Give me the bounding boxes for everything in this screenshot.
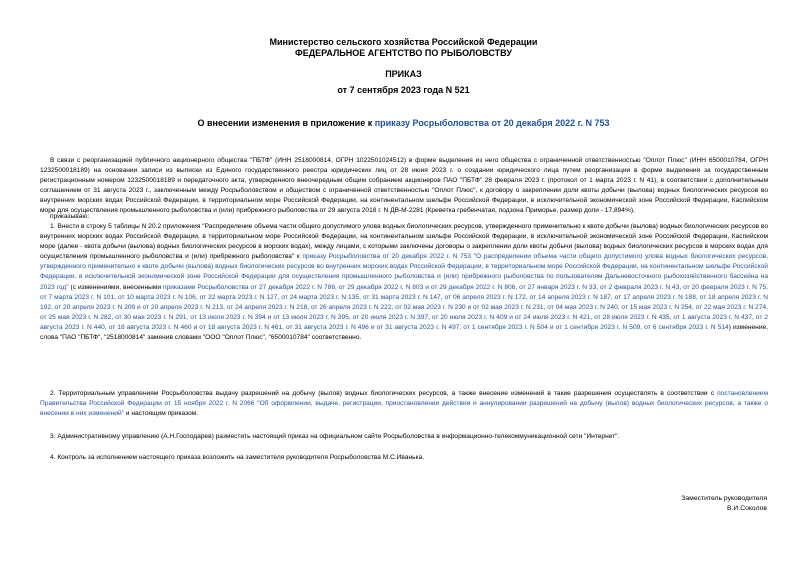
title-prefix: О внесении изменения в приложение к — [197, 118, 375, 128]
item-2-resolution-link[interactable]: постановлением Правительства Российской Федерации от 15 ноября 2022 г. N 2066 "Об оформлении, выдаче, регистрации, приостановлении действия и аннулировании разрешений на добычу (вылов) водных биологических ресурсов, а также о внесении в них изменений" — [40, 390, 768, 418]
signature-name: В.И.Соколов — [727, 505, 767, 512]
title-order-link[interactable]: приказу Росрыболовства от 20 декабря 2022 г. N 753 — [374, 118, 610, 128]
item-4-paragraph: 4. Контроль за исполнением настоящего приказа возложить на заместителя руководителя Росрыболовства М.С.Иванька. — [50, 454, 425, 461]
item-2-text-a: 2. Территориальным управлениям Росрыболовства выдачу разрешений на добычу (вылов) водных биологических ресурсов, а также внесение изменений в такие разрешения осуществлять в соответствии с — [50, 390, 718, 397]
item-2-text-b: и настоящим приказом. — [123, 410, 199, 418]
agency-name: ФЕДЕРАЛЬНОЕ АГЕНТСТВО ПО РЫБОЛОВСТВУ — [295, 48, 512, 58]
item-1-text-c: ) изменение, слова "ПАО "ПБТФ", "2518000814" заменив словами "ООО "Оплот Плюс", "6500010784" соответственно. — [40, 323, 768, 342]
document-title — [0, 118, 807, 129]
document-type: ПРИКАЗ — [385, 69, 422, 79]
preamble-paragraph: В связи с реорганизацией публичного акционерного общества "ПБТФ" (ИНН 2518000814, ОГРН 1022501024512) в форме выделения из него общества с ограниченной ответственностью "Оплот Плюс" (ИНН 6500010784, ОГРН 1232500018189) на основании записи из выписки из Единого государственного реестра юридических лиц от 28 июня 2023 г. о создании юридического лица путем реорганизации в форме выделения за государственным регистрационным номером 1232500018189 и передаточного акта, утвержденного внеочередным общим собранием акционеров ПАО "ПБТФ" 28 февраля 2023 г. (протокол от 1 марта 2023 г. N 41), в соответствии с дополнительным соглашением от 31 августа 2023 г., заключенным между Росрыболовством и обществом с ограниченной ответственностью "Оплот Плюс", к договору о закреплении доли квоты добычи (вылова) водных биологических ресурсов во внутренних морских водах Российской Федерации, в территориальном море Российской Федерации, на континентальном шельфе Российской Федерации, в исключительной экономической зоне Российской Федерации, Каспийском море для осуществления промышленного рыболовства и (или) прибрежного рыболовства от 29 августа 2018 г. N ДВ-М-2281 (Креветка гребенчатая, подзона Приморье, размер доли - 17,894%), — [40, 157, 768, 215]
item-1-text-b: (с изменениями, внесенными — [68, 283, 163, 291]
item-1-amendments-link[interactable]: приказами Росрыболовства от 27 декабря 2022 г. N 786, от 29 декабря 2022 г. N 803 и от 29 декабря 2022 г. N 806, от 27 января 2023 г. N 33, от 2 февраля 2023 г. N 43, от 20 февраля 2023 г. N 75, от 7 марта 2023 г. N 101, от 10 марта 2023 г. N 106, от 22 марта 2023 г. N 127, от 24 марта 2023 г. N 135, от 31 марта 2023 г. N 147, от 06 апреля 2023 г. N 172, от 14 апреля 2023 г. N 187, от 17 апреля 2023 г. N 188, от 18 апреля 2023 г. N 192, от 20 апреля 2023 г. N 209 и от 20 апреля 2023 г. N 213, от 24 апреля 2023 г. N 218, от 26 апреля 2023 г. N 222, от 02 мая 2023 г. N 230 и от 02 мая 2023 г. N 231, от 04 мая 2023 г. N 240, от 15 мая 2023 г. N 254, от 22 мая 2023 г. N 274, от 25 мая 2023 г. N 282, от 30 мая 2023 г. N 291, от 13 июля 2023 г. N 394 и от 13 июля 2023 г. N 395, от 20 июля 2023 г. N 397, от 20 июля 2023 г. N 409 и от 24 июля 2023 г. N 421, от 28 июля 2023 г. N 435, от 1 августа 2023 г. N 437, от 2 августа 2023 г. N 440, от 18 августа 2023 г. N 460 и от 18 августа 2023 г. N 461, от 31 августа 2023 г. N 496 и от 31 августа 2023 г. N 497, от 1 сентября 2023 г. N 504 и от 1 сентября 2023 г. N 509, от 6 сентября 2023 г. N 514 — [40, 283, 768, 331]
item-2-paragraph — [40, 389, 768, 420]
signature-position: Заместитель руководителя — [681, 495, 767, 502]
ministry-name: Министерство сельского хозяйства Российской Федерации — [269, 37, 538, 47]
orders-word: приказываю: — [50, 213, 90, 220]
item-3-paragraph: 3. Административному управлению (А.Н.Господарев) разместить настоящий приказ на официальном сайте Росрыболовства в информационно-телекоммуникационной сети "Интернет". — [50, 433, 620, 440]
item-1-text-a: 1. Внести в строку 5 таблицы N 20.2 приложения "Распределение объема части общего допустимого улова водных биологических ресурсов, утвержденного применительно к квоте добычи (вылова) водных биологических ресурсов во внутренних морских водах Российской Федерации, в территориальном море Российской Федерации, на континентальном шельфе Российской Федерации, в исключительной экономической зоне Российской Федерации, Каспийском море (далее - квота добычи (вылова) водных биологических ресурсов в морских водах), между лицами, с которыми заключены договоры о закреплении доли квоты добычи (вылова) водных биологических ресурсов в морских водах для осуществления промышленного рыболовства и (или) прибрежного рыболовства" к — [40, 223, 768, 261]
item-1-paragraph — [40, 222, 768, 364]
document-date-number: от 7 сентября 2023 года N 521 — [337, 85, 470, 95]
item-1-order-link[interactable]: приказу Росрыболовства от 20 декабря 2022 г. N 753 "О распределении объема части общего допустимого улова водных биологических ресурсов, утвержденного применительно к квоте добычи (вылова) водных биологических ресурсов во внутренних морских водах Российской Федерации, в территориальном море Российской Федерации, на континентальном шельфе Российской Федерации, в исключительной экономической зоне Российской Федерации для осуществления промышленного рыболовства и (или) прибрежного рыболовства по пользователям Дальневосточного рыбохозяйственного бассейна на 2023 год" — [40, 253, 768, 291]
